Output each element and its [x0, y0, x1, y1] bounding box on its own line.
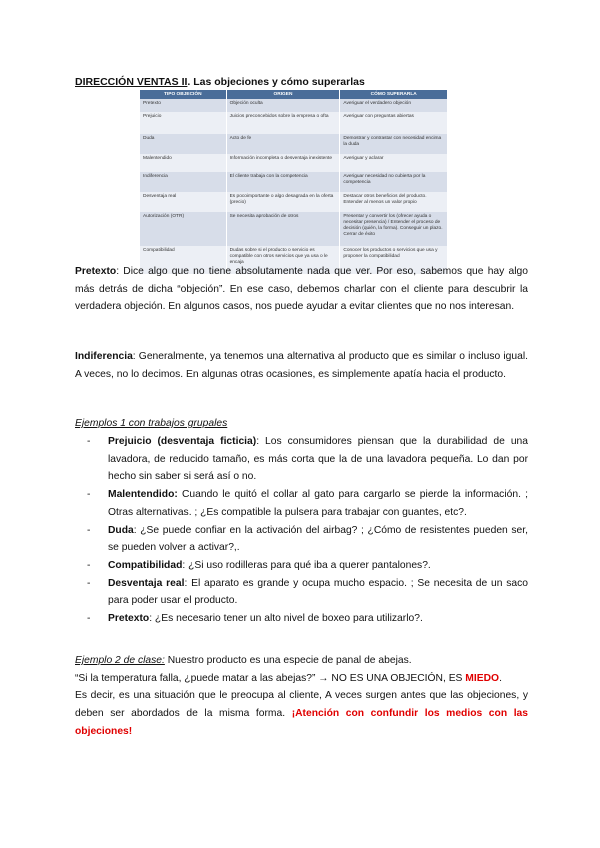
- item-text: : ¿Se puede confiar en la activación del airbag? ; ¿Cómo de resistentes pueden ser, se pueden volver a activar?,.: [108, 524, 528, 554]
- bullet-dash: -: [87, 489, 91, 501]
- table-cell: Conocer los productos o servicios que usa y proponer la compatibilidad: [340, 246, 448, 274]
- item-label: Compatibilidad: [108, 559, 183, 571]
- table-row: [140, 154, 448, 172]
- miedo-highlight: MIEDO: [465, 672, 500, 684]
- ejemplos1-heading: Ejemplos 1 con trabajos grupales: [75, 418, 228, 429]
- table-cell: Averiguar necesidad no cubierta por la competencia: [340, 172, 448, 192]
- table-cell: Información incompleta o desventaja inexistente: [226, 154, 340, 172]
- table-row: [140, 99, 448, 112]
- table-cell: Acto de fe: [226, 134, 340, 154]
- pretexto-paragraph: [75, 263, 528, 316]
- table-cell: Averiguar con preguntas abiertas: [340, 112, 448, 134]
- item-label: Desventaja real: [108, 577, 185, 589]
- list-item: [87, 486, 528, 521]
- ejemplo2-text: Es decir, es una situación que le preocupa al cliente, A veces surgen antes que las objeciones, y deben ser abordados de la misma forma.: [75, 690, 528, 720]
- table-header-row: [140, 90, 448, 99]
- ejemplo2-dot: .: [499, 672, 502, 684]
- header-origen: ORIGEN: [226, 90, 340, 99]
- table-cell: Dudas sobre si el producto o servicio es compatible con otros servicios que ya usa o le encaja: [226, 246, 340, 274]
- bullet-dash: -: [87, 613, 91, 625]
- list-item: [87, 610, 528, 628]
- ejemplo2-heading: Ejemplo 2 de clase:: [75, 655, 165, 666]
- ejemplo2-block: [75, 652, 528, 741]
- ejemplo2-intro: Nuestro producto es una especie de panal de abejas.: [164, 655, 412, 666]
- table-cell: Es pocoimportante o algo desagrada en la oferta (precio): [226, 192, 340, 212]
- pretexto-label: Pretexto: [75, 266, 117, 277]
- table-cell: Desventaja real: [140, 192, 226, 212]
- table-cell: Prejuicio: [140, 112, 226, 134]
- table-row: [140, 172, 448, 192]
- pretexto-text: : Dice algo que no tiene absolutamente nada que ver. Por eso, sabemos que hay algo más detrás de dicha “objeción”. En ese caso, debemos charlar con el cliente para descubrir la verdadera objeción. En algunos casos, nos puede ayudar a evitar clientes que no nos interesan.: [75, 266, 528, 313]
- table-cell: Juicios preconcebidos sobre la empresa o ofta: [226, 112, 340, 134]
- bullet-dash: -: [87, 524, 91, 536]
- table-cell: Averiguar el verdadero objeción: [340, 99, 448, 112]
- table-cell: El cliente trabaja con la competencia: [226, 172, 340, 192]
- table-cell: Demostrar y contrastar con necesidad encima la duda: [340, 134, 448, 154]
- table-cell: Objeción oculta: [226, 99, 340, 112]
- table-cell: Presentar y convertir los (ofrecer ayuda o necesitar presencia) / Entender el proceso de decisión (quién, la forma). Conseguir un plazo. Cerrar de éxito: [340, 212, 448, 246]
- objections-table: [140, 90, 448, 274]
- item-label: Malentendido:: [108, 489, 178, 501]
- table-cell: Se necesita aprobación de otros: [226, 212, 340, 246]
- title-rest: . Las objeciones y cómo superarlas: [187, 76, 365, 88]
- item-label: Pretexto: [108, 613, 150, 625]
- table-cell: Indiferencia: [140, 172, 226, 192]
- document-title: [75, 76, 365, 88]
- item-text: : El aparato es grande y ocupa mucho espacio. ; Se necesita de un saco para poder usar el producto.: [108, 577, 528, 607]
- table-cell: Compatibilidad: [140, 246, 226, 274]
- table-cell: Averiguar y aclarar: [340, 154, 448, 172]
- attention-note: ¡Atención con confundir los medios con las objeciones!: [75, 708, 529, 737]
- indiferencia-label: Indiferencia: [75, 351, 133, 362]
- item-text: : ¿Es necesario tener un alto nivel de boxeo para utilizarlo?.: [149, 613, 423, 625]
- item-text: : Los consumidores piensan que la durabilidad de una lavadora, de reducido tamaño, es más corta que la de una lavadora pequeña. Lo dan por hecho sin saber si será así o no.: [108, 436, 529, 483]
- list-item: [87, 433, 528, 486]
- title-underlined: DIRECCIÓN VENTAS II: [75, 76, 188, 88]
- ejemplo2-quote: “Si la temperatura falla, ¿puede matar a las abejas?” → NO ES UNA OBJECIÓN, ES: [75, 672, 466, 684]
- item-label: Prejuicio (desventaja ficticia): [108, 436, 257, 447]
- header-como: CÓMO SUPERARLA: [340, 90, 448, 99]
- table-row: [140, 134, 448, 154]
- table-row: [140, 112, 448, 134]
- table-cell: Malentendido: [140, 154, 226, 172]
- table-cell: Duda: [140, 134, 226, 154]
- list-item: [87, 522, 528, 557]
- table-row: [140, 212, 448, 246]
- item-text: : ¿Si uso rodilleras para qué iba a querer pantalones?.: [182, 559, 431, 571]
- list-item: [87, 557, 528, 575]
- item-label: Duda: [108, 524, 134, 536]
- table-cell: Destacar otros beneficios del producto. Entender al menos un valor propio: [340, 192, 448, 212]
- indiferencia-text: : Generalmente, ya tenemos una alternativa al producto que es similar o incluso igual. A veces, no lo decimos. En algunas otras ocasiones, es simplemente apatía hacia el producto.: [75, 351, 528, 380]
- bullet-dash: -: [87, 559, 91, 571]
- ejemplos1-list: [87, 433, 528, 628]
- header-tipo: TIPO OBJECIÓN: [140, 90, 226, 99]
- bullet-dash: -: [87, 577, 91, 589]
- list-item: [87, 575, 528, 610]
- indiferencia-paragraph: [75, 348, 528, 383]
- bullet-dash: -: [87, 436, 91, 447]
- table-cell: Pretexto: [140, 99, 226, 112]
- table-cell: Autorización (OTR): [140, 212, 226, 246]
- table-row: [140, 192, 448, 212]
- item-text: Cuando le quitó el collar al gato para cargarlo se pierde la información. ; Otras alternativas. ; ¿Es compatible la pulsera para trabajar con guantes, etc?.: [108, 489, 528, 518]
